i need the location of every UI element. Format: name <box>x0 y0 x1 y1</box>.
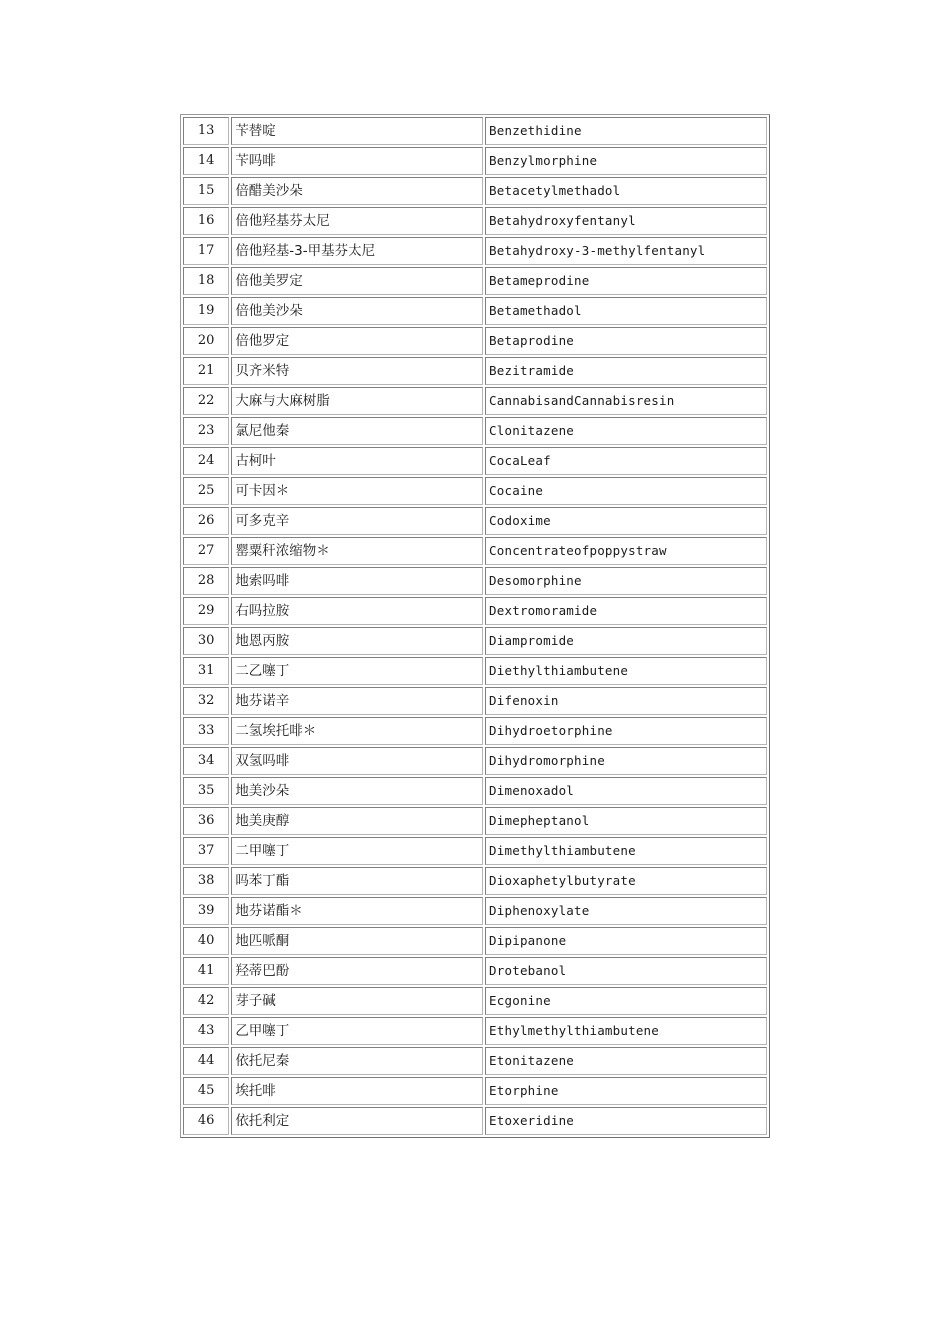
english-name-cell: Betameprodine <box>485 267 767 295</box>
english-name-cell: Diethylthiambutene <box>485 657 767 685</box>
english-name-cell: Betahydroxyfentanyl <box>485 207 767 235</box>
chinese-name-cell: 苄吗啡 <box>231 147 483 175</box>
row-number-cell: 42 <box>183 987 229 1015</box>
english-name-cell: Dihydromorphine <box>485 747 767 775</box>
english-name-cell: Dimenoxadol <box>485 777 767 805</box>
english-name-cell: Betamethadol <box>485 297 767 325</box>
table-row <box>183 147 767 175</box>
english-name-cell: Difenoxin <box>485 687 767 715</box>
table-row <box>183 957 767 985</box>
table-row <box>183 567 767 595</box>
chinese-name-cell: 可多克辛 <box>231 507 483 535</box>
english-name-cell: Etorphine <box>485 1077 767 1105</box>
drug-table-body <box>183 117 767 1135</box>
row-number-cell: 36 <box>183 807 229 835</box>
table-row <box>183 477 767 505</box>
row-number-cell: 32 <box>183 687 229 715</box>
table-row <box>183 987 767 1015</box>
row-number-cell: 25 <box>183 477 229 505</box>
row-number-cell: 15 <box>183 177 229 205</box>
english-name-cell: Dimepheptanol <box>485 807 767 835</box>
english-name-cell: Betahydroxy-3-methylfentanyl <box>485 237 767 265</box>
chinese-name-cell: 大麻与大麻树脂 <box>231 387 483 415</box>
english-name-cell: Drotebanol <box>485 957 767 985</box>
row-number-cell: 17 <box>183 237 229 265</box>
english-name-cell: Betaprodine <box>485 327 767 355</box>
chinese-name-cell: 地美沙朵 <box>231 777 483 805</box>
row-number-cell: 29 <box>183 597 229 625</box>
table-row <box>183 867 767 895</box>
chinese-name-cell: 倍他羟基芬太尼 <box>231 207 483 235</box>
row-number-cell: 14 <box>183 147 229 175</box>
chinese-name-cell: 地芬诺酯＊ <box>231 897 483 925</box>
table-row <box>183 807 767 835</box>
chinese-name-cell: 地美庚醇 <box>231 807 483 835</box>
table-row <box>183 597 767 625</box>
row-number-cell: 39 <box>183 897 229 925</box>
table-row <box>183 687 767 715</box>
row-number-cell: 37 <box>183 837 229 865</box>
chinese-name-cell: 二氢埃托啡＊ <box>231 717 483 745</box>
chinese-name-cell: 贝齐米特 <box>231 357 483 385</box>
row-number-cell: 28 <box>183 567 229 595</box>
row-number-cell: 46 <box>183 1107 229 1135</box>
english-name-cell: Benzethidine <box>485 117 767 145</box>
table-row <box>183 777 767 805</box>
english-name-cell: Codoxime <box>485 507 767 535</box>
table-row <box>183 627 767 655</box>
chinese-name-cell: 芽子碱 <box>231 987 483 1015</box>
chinese-name-cell: 古柯叶 <box>231 447 483 475</box>
chinese-name-cell: 右吗拉胺 <box>231 597 483 625</box>
row-number-cell: 18 <box>183 267 229 295</box>
english-name-cell: Dextromoramide <box>485 597 767 625</box>
table-row <box>183 297 767 325</box>
chinese-name-cell: 地索吗啡 <box>231 567 483 595</box>
table-row <box>183 1077 767 1105</box>
table-row <box>183 357 767 385</box>
row-number-cell: 27 <box>183 537 229 565</box>
english-name-cell: Dipipanone <box>485 927 767 955</box>
chinese-name-cell: 罂粟秆浓缩物＊ <box>231 537 483 565</box>
chinese-name-cell: 可卡因＊ <box>231 477 483 505</box>
table-row <box>183 1047 767 1075</box>
table-row <box>183 747 767 775</box>
row-number-cell: 45 <box>183 1077 229 1105</box>
chinese-name-cell: 双氢吗啡 <box>231 747 483 775</box>
row-number-cell: 31 <box>183 657 229 685</box>
chinese-name-cell: 二乙噻丁 <box>231 657 483 685</box>
row-number-cell: 22 <box>183 387 229 415</box>
table-row <box>183 1017 767 1045</box>
english-name-cell: Etonitazene <box>485 1047 767 1075</box>
table-row <box>183 117 767 145</box>
table-row <box>183 837 767 865</box>
row-number-cell: 26 <box>183 507 229 535</box>
english-name-cell: CannabisandCannabisresin <box>485 387 767 415</box>
chinese-name-cell: 地匹哌酮 <box>231 927 483 955</box>
chinese-name-cell: 乙甲噻丁 <box>231 1017 483 1045</box>
chinese-name-cell: 苄替啶 <box>231 117 483 145</box>
row-number-cell: 44 <box>183 1047 229 1075</box>
english-name-cell: Benzylmorphine <box>485 147 767 175</box>
row-number-cell: 33 <box>183 717 229 745</box>
row-number-cell: 24 <box>183 447 229 475</box>
row-number-cell: 19 <box>183 297 229 325</box>
row-number-cell: 30 <box>183 627 229 655</box>
table-row <box>183 537 767 565</box>
row-number-cell: 23 <box>183 417 229 445</box>
english-name-cell: Dioxaphetylbutyrate <box>485 867 767 895</box>
table-row <box>183 927 767 955</box>
row-number-cell: 40 <box>183 927 229 955</box>
english-name-cell: Betacetylmethadol <box>485 177 767 205</box>
row-number-cell: 20 <box>183 327 229 355</box>
row-number-cell: 13 <box>183 117 229 145</box>
english-name-cell: Dimethylthiambutene <box>485 837 767 865</box>
table-row <box>183 1107 767 1135</box>
chinese-name-cell: 倍他美罗定 <box>231 267 483 295</box>
drug-table <box>180 114 770 1138</box>
table-row <box>183 207 767 235</box>
english-name-cell: CocaLeaf <box>485 447 767 475</box>
english-name-cell: Etoxeridine <box>485 1107 767 1135</box>
chinese-name-cell: 地恩丙胺 <box>231 627 483 655</box>
english-name-cell: Dihydroetorphine <box>485 717 767 745</box>
chinese-name-cell: 羟蒂巴酚 <box>231 957 483 985</box>
table-row <box>183 717 767 745</box>
english-name-cell: Concentrateofpoppystraw <box>485 537 767 565</box>
row-number-cell: 38 <box>183 867 229 895</box>
chinese-name-cell: 依托利定 <box>231 1107 483 1135</box>
chinese-name-cell: 倍醋美沙朵 <box>231 177 483 205</box>
table-row <box>183 177 767 205</box>
table-row <box>183 897 767 925</box>
table-row <box>183 657 767 685</box>
row-number-cell: 43 <box>183 1017 229 1045</box>
chinese-name-cell: 吗苯丁酯 <box>231 867 483 895</box>
table-row <box>183 507 767 535</box>
row-number-cell: 41 <box>183 957 229 985</box>
row-number-cell: 35 <box>183 777 229 805</box>
table-row <box>183 447 767 475</box>
row-number-cell: 16 <box>183 207 229 235</box>
english-name-cell: Ecgonine <box>485 987 767 1015</box>
row-number-cell: 21 <box>183 357 229 385</box>
chinese-name-cell: 地芬诺辛 <box>231 687 483 715</box>
chinese-name-cell: 依托尼秦 <box>231 1047 483 1075</box>
english-name-cell: Desomorphine <box>485 567 767 595</box>
english-name-cell: Diampromide <box>485 627 767 655</box>
english-name-cell: Bezitramide <box>485 357 767 385</box>
table-row <box>183 327 767 355</box>
table-row <box>183 267 767 295</box>
chinese-name-cell: 倍他罗定 <box>231 327 483 355</box>
chinese-name-cell: 氯尼他秦 <box>231 417 483 445</box>
chinese-name-cell: 二甲噻丁 <box>231 837 483 865</box>
english-name-cell: Diphenoxylate <box>485 897 767 925</box>
english-name-cell: Cocaine <box>485 477 767 505</box>
table-row <box>183 237 767 265</box>
english-name-cell: Clonitazene <box>485 417 767 445</box>
table-row <box>183 387 767 415</box>
table-row <box>183 417 767 445</box>
row-number-cell: 34 <box>183 747 229 775</box>
chinese-name-cell: 埃托啡 <box>231 1077 483 1105</box>
english-name-cell: Ethylmethylthiambutene <box>485 1017 767 1045</box>
chinese-name-cell: 倍他羟基-3-甲基芬太尼 <box>231 237 483 265</box>
chinese-name-cell: 倍他美沙朵 <box>231 297 483 325</box>
